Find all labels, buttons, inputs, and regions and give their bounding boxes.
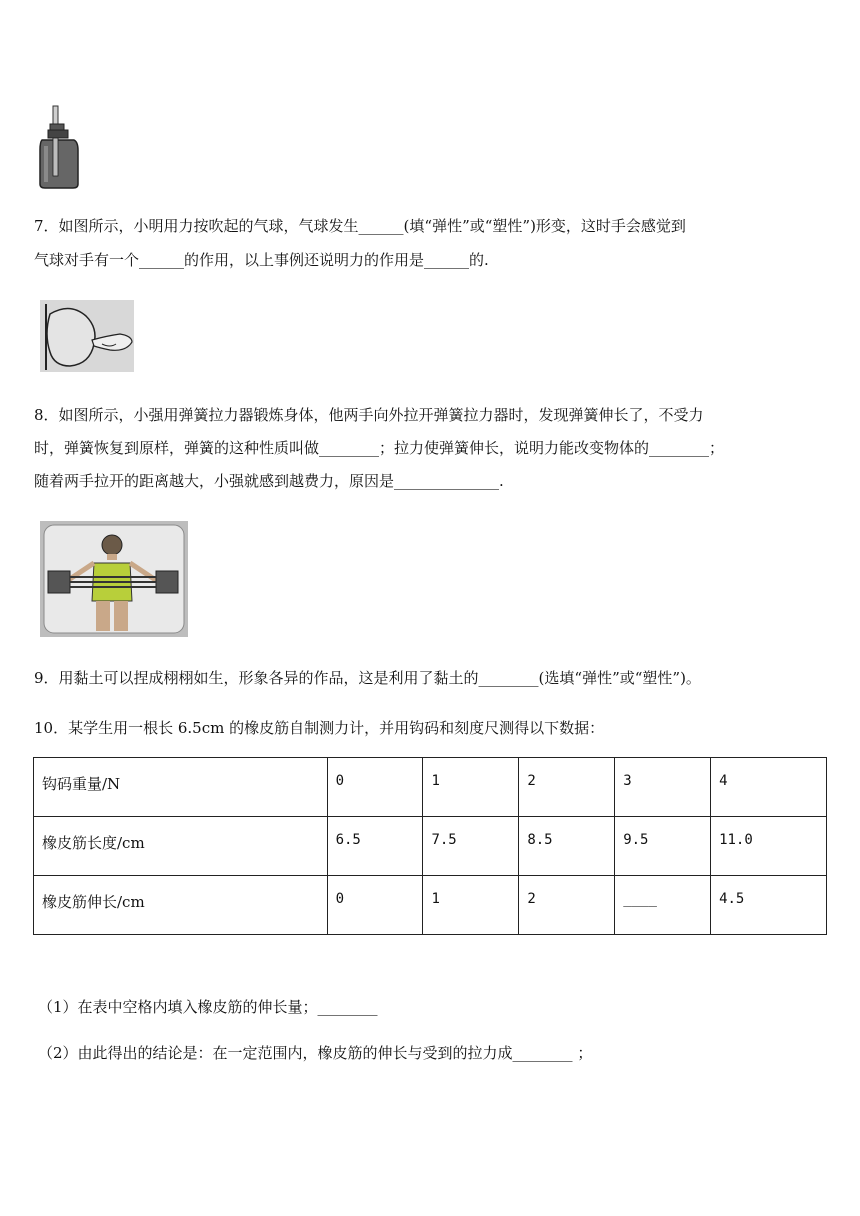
table-cell: 0 bbox=[327, 758, 423, 817]
q10-intro: 10．某学生用一根长 6.5cm 的橡皮筋自制测力计，并用钩码和刻度尺测得以下数据： bbox=[34, 719, 605, 737]
table-cell: 6.5 bbox=[327, 817, 423, 876]
table-row bbox=[34, 758, 827, 817]
q10-sub1: （1）在表中空格内填入橡皮筋的伸长量；________ bbox=[38, 998, 378, 1016]
chest-expander-illustration bbox=[40, 521, 188, 637]
table-cell: 2 bbox=[519, 758, 615, 817]
table-row bbox=[34, 817, 827, 876]
table-cell: 1 bbox=[423, 876, 519, 935]
q9-line1: 9．用黏土可以捏成栩栩如生，形象各异的作品，这是利用了黏土的________(选填“弹性”或“塑性”)。 bbox=[34, 669, 701, 687]
table-row bbox=[34, 876, 827, 935]
table-cell: 1 bbox=[423, 758, 519, 817]
q7-line1: 7．如图所示，小明用力按吹起的气球，气球发生______(填“弹性”或“塑性”)形变，这时手会感觉到 bbox=[34, 217, 686, 235]
table-cell: 8.5 bbox=[519, 817, 615, 876]
q8-line2: 时，弹簧恢复到原样，弹簧的这种性质叫做________；拉力使弹簧伸长，说明力能改变物体的________； bbox=[34, 439, 725, 457]
table-cell: 9.5 bbox=[615, 817, 711, 876]
table-row-label: 橡皮筋长度/cm bbox=[34, 817, 328, 876]
table-cell: 4.5 bbox=[711, 876, 827, 935]
table-cell: 7.5 bbox=[423, 817, 519, 876]
q7-line2: 气球对手有一个______的作用，以上事例还说明力的作用是______的. bbox=[34, 251, 489, 269]
table-row-label: 橡皮筋伸长/cm bbox=[34, 876, 328, 935]
data-table bbox=[33, 757, 827, 935]
jar-illustration bbox=[36, 104, 82, 190]
q8-line1: 8．如图所示，小强用弹簧拉力器锻炼身体，他两手向外拉开弹簧拉力器时，发现弹簧伸长了，不受力 bbox=[34, 406, 704, 424]
q10-sub2: （2）由此得出的结论是：在一定范围内，橡皮筋的伸长与受到的拉力成________ ； bbox=[38, 1044, 593, 1062]
table-cell: 0 bbox=[327, 876, 423, 935]
table-cell: 2 bbox=[519, 876, 615, 935]
table-row-label: 钩码重量/N bbox=[34, 758, 328, 817]
q8-line3: 随着两手拉开的距离越大，小强就感到越费力，原因是______________. bbox=[34, 472, 504, 490]
table-cell: 4 bbox=[711, 758, 827, 817]
table-cell: 3 bbox=[615, 758, 711, 817]
table-cell: 11.0 bbox=[711, 817, 827, 876]
balloon-press-illustration bbox=[40, 300, 134, 372]
table-cell-blank: ____ bbox=[615, 876, 711, 935]
